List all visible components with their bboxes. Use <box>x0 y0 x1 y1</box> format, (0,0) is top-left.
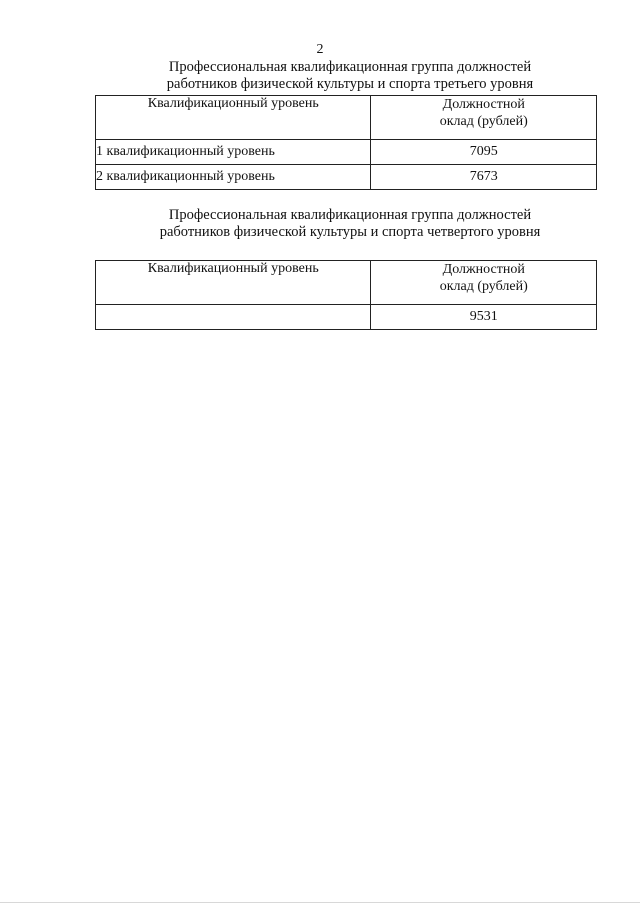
table-header-row <box>96 261 597 305</box>
cell-qualification-level: 2 квалификационный уровень <box>96 165 371 190</box>
section-title-line: Профессиональная квалификационная группа должностей <box>168 207 532 223</box>
table-row <box>96 140 597 165</box>
section-title-fourth-level <box>60 207 640 241</box>
column-header-salary-line: Должностной <box>442 97 525 112</box>
salary-table-third-level <box>95 95 597 190</box>
cell-qualification-level: 1 квалификационный уровень <box>96 140 371 165</box>
page-number: 2 <box>316 42 324 57</box>
column-header-salary-line: оклад (рублей) <box>439 279 528 294</box>
section-title-line: работников физической культуры и спорта четвертого уровня <box>159 224 541 240</box>
column-header-salary <box>371 96 597 140</box>
column-header-salary-line: оклад (рублей) <box>439 114 528 129</box>
column-header-salary-line: Должностной <box>442 262 525 277</box>
table-row <box>96 305 597 330</box>
salary-table-fourth-level <box>95 260 597 330</box>
section-title-line: работников физической культуры и спорта третьего уровня <box>166 76 534 92</box>
column-header-salary <box>371 261 597 305</box>
section-title-line: Профессиональная квалификационная группа должностей <box>168 59 532 75</box>
cell-salary: 7095 <box>371 140 597 165</box>
table-header-row <box>96 96 597 140</box>
cell-salary: 7673 <box>371 165 597 190</box>
column-header-level: Квалификационный уровень <box>96 96 371 140</box>
table-row <box>96 165 597 190</box>
scan-edge-line <box>0 902 640 903</box>
cell-qualification-level <box>96 305 371 330</box>
column-header-level: Квалификационный уровень <box>96 261 371 305</box>
cell-salary: 9531 <box>371 305 597 330</box>
section-title-third-level <box>60 59 640 93</box>
